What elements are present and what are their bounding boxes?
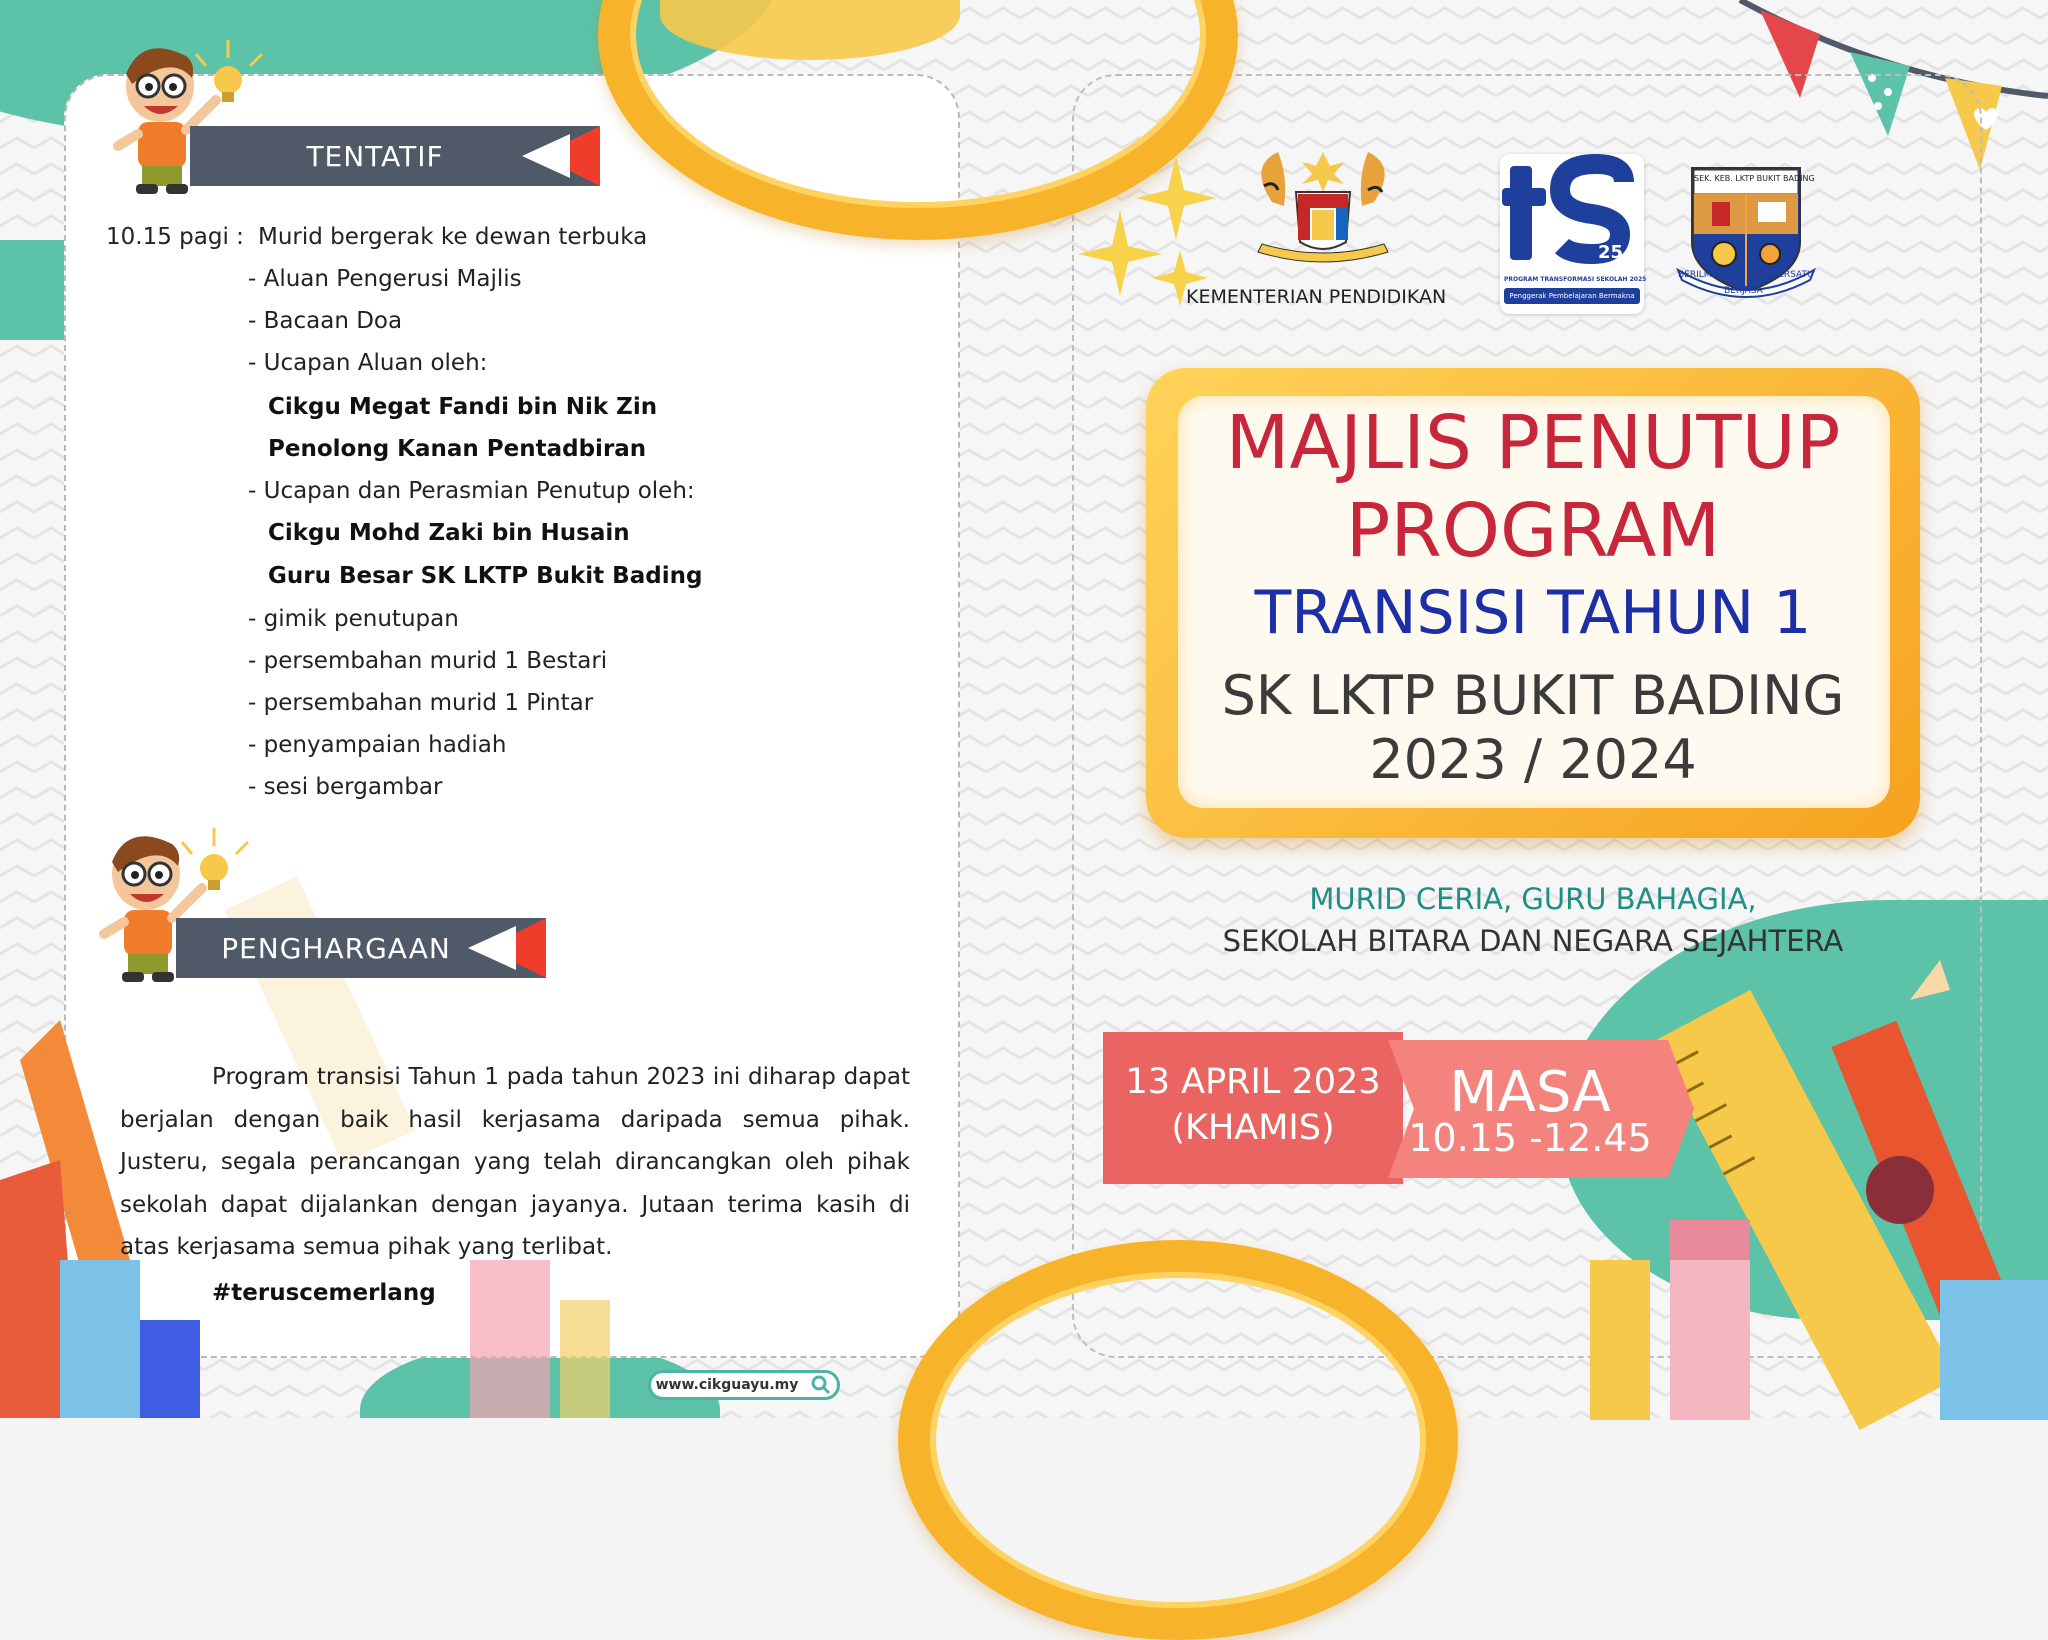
- speaker2-name: Cikgu Mohd Zaki bin Husain: [268, 520, 630, 546]
- penghargaan-banner: [176, 918, 546, 978]
- school-crest-right: BERSATU: [1772, 270, 1814, 280]
- tentatif-item-bestari: - persembahan murid 1 Bestari: [248, 648, 608, 674]
- tentatif-item-doa: - Bacaan Doa: [248, 308, 403, 334]
- school-crest: [1672, 162, 1820, 306]
- tentatif-first-item: Murid bergerak ke dewan terbuka: [258, 224, 648, 250]
- title-line-1: MAJLIS PENUTUP: [1225, 400, 1841, 486]
- session-year: 2023 / 2024: [1369, 728, 1697, 791]
- event-day: (KHAMIS): [1171, 1108, 1335, 1148]
- school-supplies-right: [1600, 960, 2048, 1418]
- search-icon: [810, 1374, 832, 1396]
- tagline-line-1: MURID CERIA, GURU BAHAGIA,: [1309, 882, 1757, 916]
- tentatif-item-perasmian: - Ucapan dan Perasmian Penutup oleh:: [248, 478, 695, 504]
- pts-2025-logo: [1500, 154, 1647, 314]
- time-label: MASA: [1449, 1060, 1611, 1125]
- tentatif-item-aluan: - Aluan Pengerusi Majlis: [248, 266, 522, 292]
- pts-logo-line2: Penggerak Pembelajaran Bermakna: [1504, 288, 1640, 304]
- title-line-2: PROGRAM: [1345, 488, 1721, 574]
- school-name: SK LKTP BUKIT BADING: [1221, 664, 1845, 727]
- title-line-3: TRANSISI TAHUN 1: [1254, 578, 1812, 648]
- speaker1-role: Penolong Kanan Pentadbiran: [268, 436, 647, 462]
- tentatif-item-ucapan-aluan: - Ucapan Aluan oleh:: [248, 350, 488, 376]
- banner-arrow-icon-2: [456, 918, 546, 978]
- tentatif-item-gimik: - gimik penutupan: [248, 606, 459, 632]
- time-value: 10.15 -12.45: [1408, 1116, 1652, 1160]
- pts-logo-line1: PROGRAM TRANSFORMASI SEKOLAH 2025: [1504, 276, 1647, 283]
- event-date: 13 APRIL 2023: [1125, 1062, 1381, 1102]
- tentatif-item-bergambar: - sesi bergambar: [248, 774, 443, 800]
- footer-url-pill[interactable]: [648, 1370, 840, 1400]
- penghargaan-text: Program transisi Tahun 1 pada tahun 2023 ini diharap dapat berjalan dengan baik hasil kerjasama daripada semua pihak. Justeru, segala perancangan yang telah dirancangkan oleh pihak sekolah dapat dijalankan dengan jayanya. Jutaan terima kasih di atas kerjasama semua pihak yang terlibat.: [120, 1064, 910, 1260]
- pts-logo-number: 25: [1598, 242, 1624, 263]
- penghargaan-heading: PENGHARGAAN: [176, 918, 486, 978]
- malaysia-coat-of-arms-icon: [1238, 146, 1408, 272]
- speaker1-name: Cikgu Megat Fandi bin Nik Zin: [268, 394, 658, 420]
- gold-ring-bottom: [898, 1240, 1458, 1640]
- tagline-line-2: SEKOLAH BITARA DAN NEGARA SEJAHTERA: [1222, 924, 1844, 958]
- school-crest-left: BERILMU: [1678, 270, 1719, 280]
- tentatif-item-hadiah: - penyampaian hadiah: [248, 732, 507, 758]
- tentatif-time: 10.15 pagi :: [106, 224, 244, 250]
- tentatif-heading: TENTATIF: [190, 126, 540, 186]
- footer-url: www.cikguayu.my: [655, 1377, 799, 1393]
- banner-arrow-icon: [510, 126, 600, 186]
- hashtag: #teruscemerlang: [212, 1280, 436, 1306]
- tentatif-item-pintar: - persembahan murid 1 Pintar: [248, 690, 594, 716]
- school-crest-top: SEK. KEB. LKTP BUKIT BADING: [1694, 174, 1815, 183]
- date-box: [1103, 1032, 1403, 1184]
- penghargaan-paragraph: [120, 1056, 910, 1269]
- speaker2-role: Guru Besar SK LKTP Bukit Bading: [268, 563, 703, 589]
- school-crest-middle: BERJASA: [1724, 286, 1763, 296]
- school-crest-icon: [1672, 162, 1820, 306]
- tentatif-banner: [190, 126, 600, 186]
- ministry-label: KEMENTERIAN PENDIDIKAN: [1186, 286, 1447, 308]
- time-box: [1388, 1040, 1694, 1178]
